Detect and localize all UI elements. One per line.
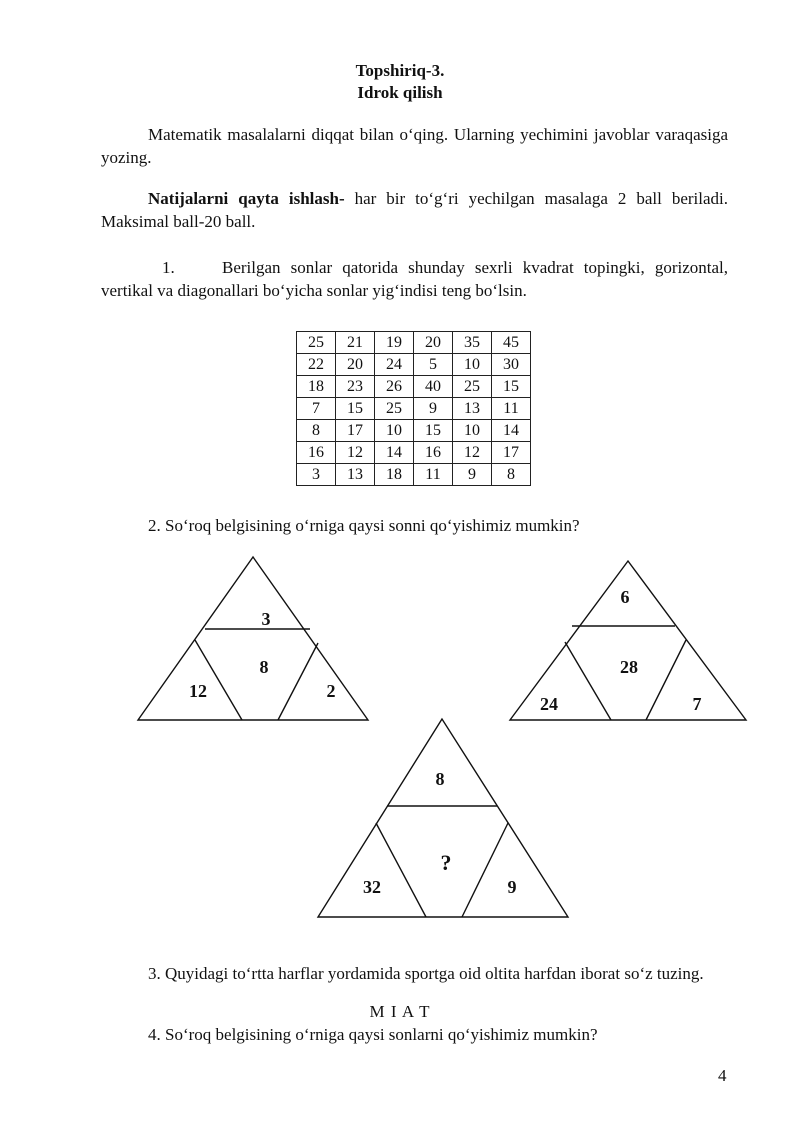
grid-cell: 10 [453,420,492,442]
grid-cell: 5 [414,354,453,376]
grid-cell: 20 [414,332,453,354]
grid-cell: 24 [375,354,414,376]
grid-cell: 15 [492,376,531,398]
grid-cell: 35 [453,332,492,354]
page-subtitle: Idrok qilish [357,83,443,102]
triangle-3-left-number: 32 [363,877,381,897]
grid-cell: 30 [492,354,531,376]
page-number: 4 [718,1066,727,1085]
triangle-3-center-question: ? [440,850,452,875]
grid-cell: 7 [297,398,336,420]
triangle-3-right-divider [462,823,508,917]
scoring-text: har bir to‘g‘ri yechilgan masalaga 2 ball beriladi. Maksimal ball-20 ball. [101,189,728,231]
grid-cell: 18 [297,376,336,398]
grid-cell: 10 [453,354,492,376]
task4-question: 4. So‘roq belgisining o‘rniga qaysi sonlarni qo‘yishimiz mumkin? [148,1025,598,1044]
triangle-1-top-number: 3 [261,609,271,629]
task3-letters: M I A T [369,1002,431,1021]
grid-cell: 8 [297,420,336,442]
grid-cell: 22 [297,354,336,376]
grid-cell: 10 [375,420,414,442]
triangle-3-right-number: 9 [507,877,517,897]
grid-cell: 15 [336,398,375,420]
triangle-3-outline [318,719,568,917]
triangle-3-left-divider [376,823,426,917]
grid-cell: 26 [375,376,414,398]
grid-cell: 14 [492,420,531,442]
grid-cell: 3 [297,464,336,486]
triangle-2-left-number: 24 [540,694,558,714]
grid-cell: 23 [336,376,375,398]
scoring-lead: Natijalarni qayta ishlash- [148,189,345,208]
triangle-1-left-number: 12 [189,681,207,701]
grid-cell: 17 [336,420,375,442]
grid-cell: 17 [492,442,531,464]
grid-cell: 25 [375,398,414,420]
task3-paragraph [101,962,728,985]
triangle-3-top-number: 8 [435,769,445,789]
grid-cell: 12 [336,442,375,464]
grid-cell: 16 [297,442,336,464]
grid-cell: 16 [414,442,453,464]
grid-cell: 11 [414,464,453,486]
grid-cell: 45 [492,332,531,354]
intro-paragraph: Matematik masalalarni diqqat bilan o‘qing. Ularning yechimini javoblar varaqasiga yozing. [101,125,728,167]
task1-number: 1. [162,258,175,277]
grid-cell: 13 [336,464,375,486]
task1-text: Berilgan sonlar qatorida shunday sexrli kvadrat topingki, gorizontal, vertikal va diagonallari bo‘yicha sonlar yig‘indisi teng bo‘lsin. [101,258,728,300]
task2-question: 2. So‘roq belgisining o‘rniga qaysi sonni qo‘yishimiz mumkin? [148,516,580,535]
grid-cell: 11 [492,398,531,420]
grid-cell: 9 [453,464,492,486]
grid-cell: 40 [414,376,453,398]
grid-cell: 25 [297,332,336,354]
grid-cell: 25 [453,376,492,398]
grid-cell: 19 [375,332,414,354]
grid-cell: 18 [375,464,414,486]
grid-cell: 9 [414,398,453,420]
grid-cell: 14 [375,442,414,464]
grid-cell: 15 [414,420,453,442]
triangle-2-top-number: 6 [620,587,630,607]
grid-cell: 12 [453,442,492,464]
triangle-1-right-number: 2 [326,681,336,701]
grid-cell: 21 [336,332,375,354]
triangle-1-center-number: 8 [259,657,269,677]
task3-text: 3. Quyidagi to‘rtta harflar yordamida sportga oid oltita harfdan iborat so‘z tuzing. [148,964,704,983]
grid-cell: 13 [453,398,492,420]
triangle-2-center-number: 28 [620,657,638,677]
grid-cell: 20 [336,354,375,376]
page-title: Topshiriq-3. [355,61,445,80]
triangle-2-right-number: 7 [692,694,702,714]
grid-cell: 8 [492,464,531,486]
